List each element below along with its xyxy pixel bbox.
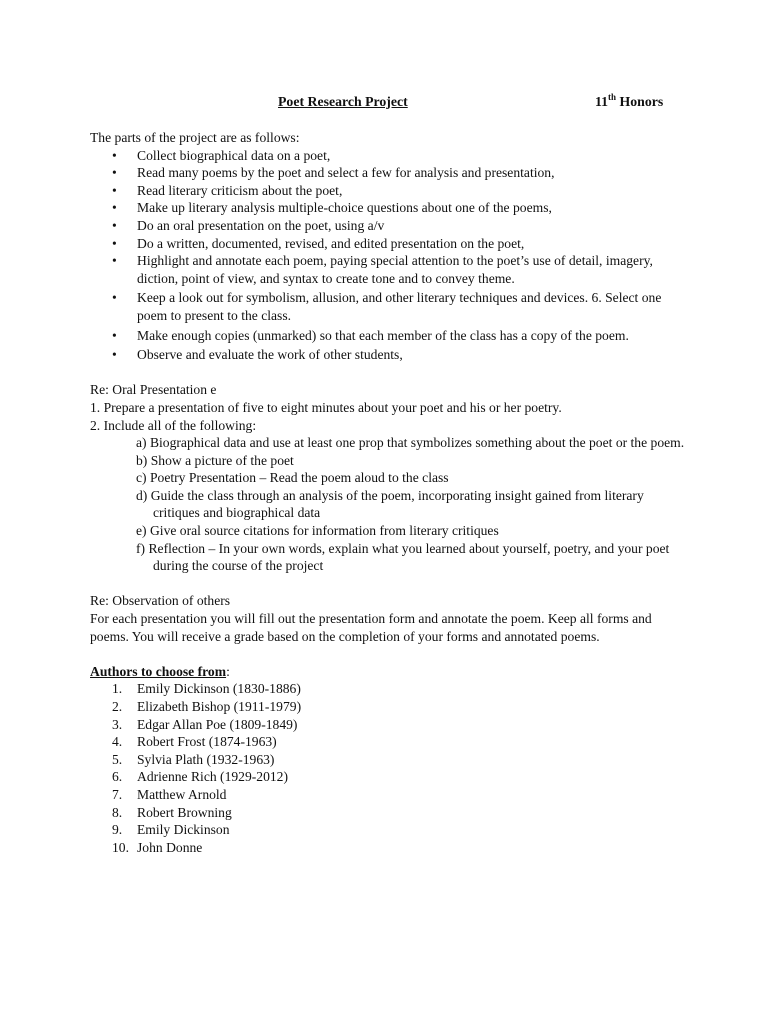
bullet-icon: • xyxy=(112,217,117,233)
oral-item-1: 1. Prepare a presentation of five to eight minutes about your poet and his or her poetry. xyxy=(90,399,562,415)
list-item xyxy=(90,164,690,182)
authors-heading: Authors to choose from xyxy=(90,663,227,679)
author-number: 8. xyxy=(112,804,123,820)
list-item xyxy=(90,235,690,253)
list-item-text: Read literary criticism about the poet, xyxy=(137,182,343,198)
list-item-text: Make up literary analysis multiple-choice questions about one of the poems, xyxy=(137,200,552,216)
spacer xyxy=(90,575,690,593)
list-item xyxy=(90,217,690,235)
author-name: Emily Dickinson xyxy=(137,822,230,838)
list-item-text: Do a written, documented, revised, and edited presentation on the poet, xyxy=(137,235,525,251)
subitem-text: Biographical data and use at least one prop that symbolizes something about the poet or the poem. xyxy=(149,435,685,451)
spacer xyxy=(90,364,690,382)
list-item xyxy=(90,147,690,165)
bullet-icon: • xyxy=(112,182,117,198)
list-item xyxy=(90,804,690,822)
list-item xyxy=(90,289,690,324)
author-name: Robert Frost (1874-1963) xyxy=(137,734,277,750)
list-item xyxy=(90,199,690,217)
list-item xyxy=(90,821,690,839)
oral-heading: Re: Oral Presentation e xyxy=(90,382,217,398)
list-item-text: Do an oral presentation on the poet, using a/v xyxy=(137,217,385,233)
bullet-icon: • xyxy=(112,327,117,343)
subitem-text: Give oral source citations for information from literary critiques xyxy=(149,523,499,539)
subitem-text: Reflection – In your own words, explain what you learned about yourself, poetry, and your poet during the course of the project xyxy=(148,540,670,574)
author-number: 1. xyxy=(112,681,123,697)
project-parts-list xyxy=(90,147,690,364)
author-number: 9. xyxy=(112,822,123,838)
author-name: Emily Dickinson (1830-1886) xyxy=(137,681,301,697)
author-number: 5. xyxy=(112,751,123,767)
list-item-text: Keep a look out for symbolism, allusion, and other literary techniques and devices. 6. Select one poem to present to the class. xyxy=(137,290,662,323)
author-number: 6. xyxy=(112,769,123,785)
oral-item-2: 2. Include all of the following: xyxy=(90,417,257,433)
list-item xyxy=(90,522,690,540)
author-name: Adrienne Rich (1929-2012) xyxy=(137,769,289,785)
list-item-text: Read many poems by the poet and select a few for analysis and presentation, xyxy=(137,165,555,181)
bullet-icon: • xyxy=(112,165,117,181)
subitem-label: c) xyxy=(136,470,147,486)
list-item xyxy=(90,434,690,452)
subitem-text: Poetry Presentation – Read the poem aloud to the class xyxy=(149,470,449,486)
list-item xyxy=(90,540,690,575)
grade-suffix: Honors xyxy=(616,94,664,109)
subitem-label: f) xyxy=(136,540,146,556)
grade-label xyxy=(595,94,663,110)
list-item xyxy=(90,698,690,716)
list-item xyxy=(90,716,690,734)
subitem-label: e) xyxy=(136,523,147,539)
list-item xyxy=(90,680,690,698)
list-item xyxy=(90,469,690,487)
bullet-icon: • xyxy=(112,235,117,251)
observation-heading: Re: Observation of others xyxy=(90,593,231,609)
list-item xyxy=(90,346,690,364)
author-number: 10. xyxy=(112,839,129,855)
list-item-text: Observe and evaluate the work of other students, xyxy=(137,347,403,363)
list-item-text: Make enough copies (unmarked) so that each member of the class has a copy of the poem. xyxy=(137,327,629,343)
subitem-label: d) xyxy=(136,487,148,503)
list-item xyxy=(90,182,690,200)
author-number: 3. xyxy=(112,716,123,732)
bullet-icon: • xyxy=(112,253,117,269)
spacer xyxy=(90,645,690,663)
list-item xyxy=(90,487,690,522)
document-body xyxy=(90,129,690,856)
author-name: Matthew Arnold xyxy=(137,786,227,802)
list-item-text: Highlight and annotate each poem, paying special attention to the poet’s use of detail, imagery, diction, point of view, and syntax to create tone and to convey theme. xyxy=(137,253,653,286)
list-item xyxy=(90,733,690,751)
subitem-label: a) xyxy=(136,435,147,451)
list-item xyxy=(90,452,690,470)
list-item xyxy=(90,786,690,804)
author-name: Elizabeth Bishop (1911-1979) xyxy=(137,699,302,714)
oral-subitems-list xyxy=(90,434,690,575)
list-item-text: Collect biographical data on a poet, xyxy=(137,147,331,163)
intro-text: The parts of the project are as follows: xyxy=(90,130,300,145)
subitem-text: Show a picture of the poet xyxy=(150,452,294,468)
author-name: John Donne xyxy=(137,839,203,855)
author-number: 4. xyxy=(112,734,123,750)
list-item xyxy=(90,751,690,769)
grade-number: 11 xyxy=(595,94,609,109)
author-name: Robert Browning xyxy=(137,804,232,820)
subitem-label: b) xyxy=(136,452,148,468)
author-name: Sylvia Plath (1932-1963) xyxy=(137,751,275,767)
grade-superscript: th xyxy=(608,92,617,102)
authors-list xyxy=(90,680,690,856)
author-name: Edgar Allan Poe (1809-1849) xyxy=(137,716,298,732)
author-number: 7. xyxy=(112,786,123,802)
list-item xyxy=(90,839,690,857)
list-item xyxy=(90,252,690,287)
authors-heading-colon: : xyxy=(226,663,230,679)
bullet-icon: • xyxy=(112,200,117,216)
authors-heading-line xyxy=(90,663,690,681)
list-item xyxy=(90,327,690,345)
page-title: Poet Research Project xyxy=(278,94,408,109)
list-item xyxy=(90,768,690,786)
header-row xyxy=(0,94,768,114)
subitem-text: Guide the class through an analysis of the poem, incorporating insight gained from literary critiques and biographical data xyxy=(150,487,644,521)
observation-body: For each presentation you will fill out the presentation form and annotate the poem. Keep all forms and poems. You will receive a grade based on the completion of your forms and annotated poems. xyxy=(90,611,652,644)
author-number: 2. xyxy=(112,699,123,714)
bullet-icon: • xyxy=(112,347,117,363)
bullet-icon: • xyxy=(112,147,117,163)
bullet-icon: • xyxy=(112,290,117,306)
